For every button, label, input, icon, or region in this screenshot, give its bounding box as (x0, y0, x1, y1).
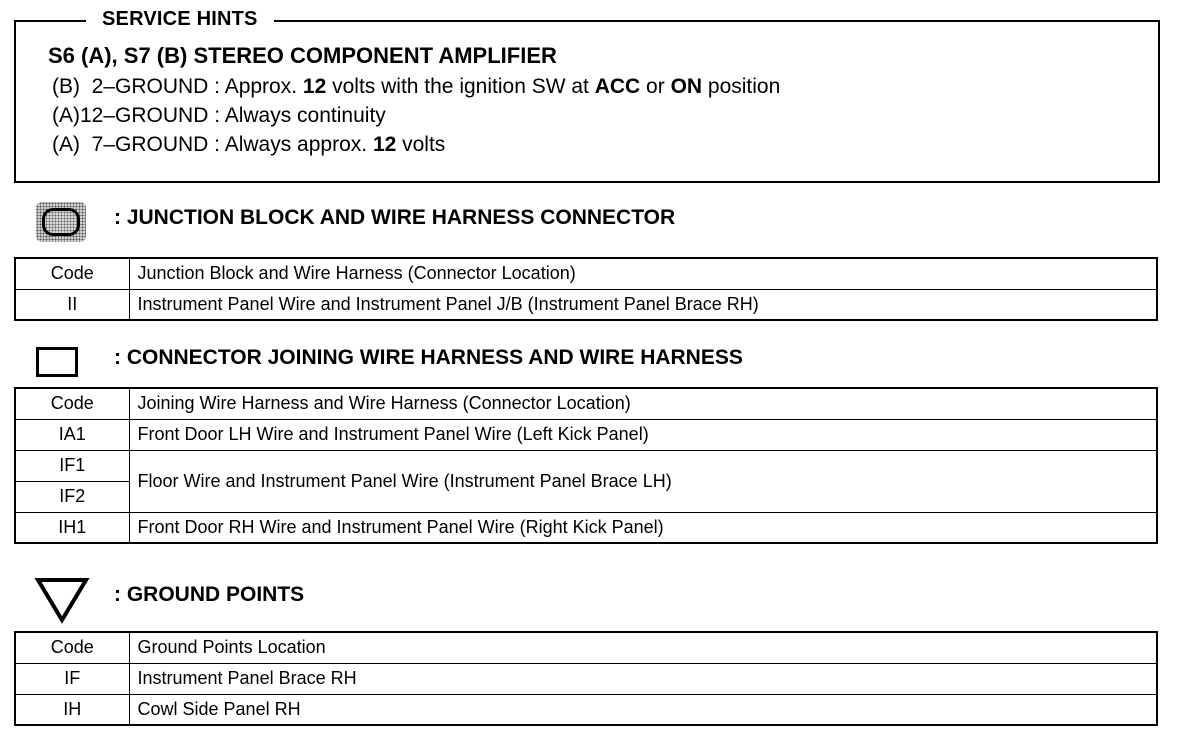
service-hints-title: SERVICE HINTS (86, 8, 274, 31)
code-cell: IF1 (15, 450, 129, 481)
ground-triangle-icon (34, 576, 90, 624)
junction-table (14, 257, 1158, 321)
code-cell: IH (15, 694, 129, 725)
desc-cell: Floor Wire and Instrument Panel Wire (Instrument Panel Brace LH) (129, 450, 1157, 512)
ground-section-label: : GROUND POINTS (114, 583, 305, 606)
junction-block-icon-inner (42, 208, 80, 236)
table-row (15, 450, 1157, 481)
code-cell: II (15, 289, 129, 320)
code-header: Code (15, 258, 129, 289)
desc-cell: Cowl Side Panel RH (129, 694, 1157, 725)
ground-table (14, 631, 1158, 726)
code-cell: IF2 (15, 481, 129, 512)
table-header-row (15, 258, 1157, 289)
table-row (15, 512, 1157, 543)
code-cell: IF (15, 663, 129, 694)
desc-cell: Instrument Panel Brace RH (129, 663, 1157, 694)
table-header-row (15, 632, 1157, 663)
table-row (15, 663, 1157, 694)
desc-cell: Front Door RH Wire and Instrument Panel Wire (Right Kick Panel) (129, 512, 1157, 543)
hint-line-3: (A) 7–GROUND : Always approx. 12 volts (52, 133, 446, 156)
table-header-row (15, 388, 1157, 419)
amplifier-heading: S6 (A), S7 (B) STEREO COMPONENT AMPLIFIER (48, 43, 557, 68)
table-row (15, 289, 1157, 320)
code-cell: IH1 (15, 512, 129, 543)
desc-cell: Instrument Panel Wire and Instrument Panel J/B (Instrument Panel Brace RH) (129, 289, 1157, 320)
desc-header: Ground Points Location (129, 632, 1157, 663)
table-row (15, 419, 1157, 450)
code-cell: IA1 (15, 419, 129, 450)
connector-icon (36, 347, 78, 377)
junction-section-label: : JUNCTION BLOCK AND WIRE HARNESS CONNECTOR (114, 206, 676, 229)
code-header: Code (15, 388, 129, 419)
desc-header: Junction Block and Wire Harness (Connector Location) (129, 258, 1157, 289)
connector-section-label: : CONNECTOR JOINING WIRE HARNESS AND WIRE HARNESS (114, 346, 743, 369)
desc-cell: Front Door LH Wire and Instrument Panel Wire (Left Kick Panel) (129, 419, 1157, 450)
hint-line-2: (A)12–GROUND : Always continuity (52, 104, 386, 127)
table-row (15, 694, 1157, 725)
hint-line-1: (B) 2–GROUND : Approx. 12 volts with the ignition SW at ACC or ON position (52, 75, 781, 98)
desc-header: Joining Wire Harness and Wire Harness (Connector Location) (129, 388, 1157, 419)
code-header: Code (15, 632, 129, 663)
connector-table (14, 387, 1158, 544)
junction-block-icon (36, 202, 86, 242)
